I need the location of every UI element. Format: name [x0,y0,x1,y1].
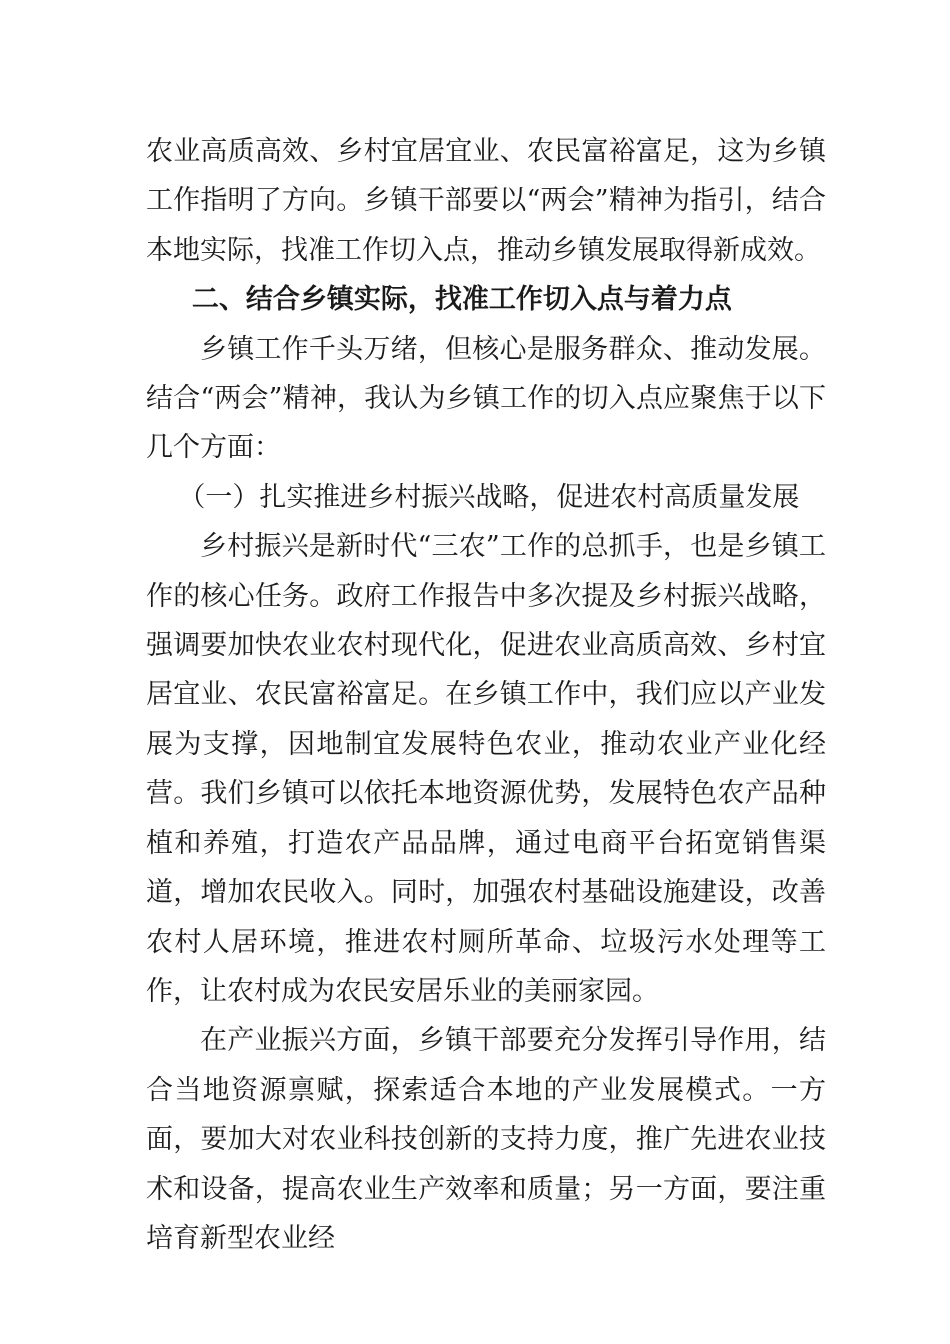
paragraph-industry-revitalization: 在产业振兴方面，乡镇干部要充分发挥引导作用，结合当地资源禀赋，探索适合本地的产业发展模式。一方面，要加大对农业科技创新的支持力度，推广先进农业技术和设备，提高农业生产效率和质量；另一方面，要注重培育新型农业经 [146,1025,826,1254]
subsection-heading: （一）扎实推进乡村振兴战略，促进农村高质量发展 [178,481,800,513]
paragraph-rural-revitalization: 乡村振兴是新时代“三农”工作的总抓手，也是乡镇工作的核心任务。政府工作报告中多次提及乡村振兴战略，强调要加快农业农村现代化，促进农业高质高效、乡村宜居宜业、农民富裕富足。在乡镇工作中，我们应以产业发展为支撑，因地制宜发展特色农业，推动农业产业化经营。我们乡镇可以依托本地资源优势，发展特色农产品种植和养殖，打造农产品品牌，通过电商平台拓宽销售渠道，增加农民收入。同时，加强农村基础设施建设，改善农村人居环境，推进农村厕所革命、垃圾污水处理等工作，让农村成为农民安居乐业的美丽家园。 [146,531,826,1007]
document-body [146,127,826,1263]
section-heading: 二、结合乡镇实际，找准工作切入点与着力点 [191,284,732,316]
paragraph-continuation: 农业高质高效、乡村宜居宜业、农民富裕富足，这为乡镇工作指明了方向。乡镇干部要以“两会”精神为指引，结合本地实际，找准工作切入点，推动乡镇发展取得新成效。 [146,136,826,266]
paragraph-intro: 乡镇工作千头万绪，但核心是服务群众、推动发展。结合“两会”精神，我认为乡镇工作的切入点应聚焦于以下几个方面： [146,333,826,464]
